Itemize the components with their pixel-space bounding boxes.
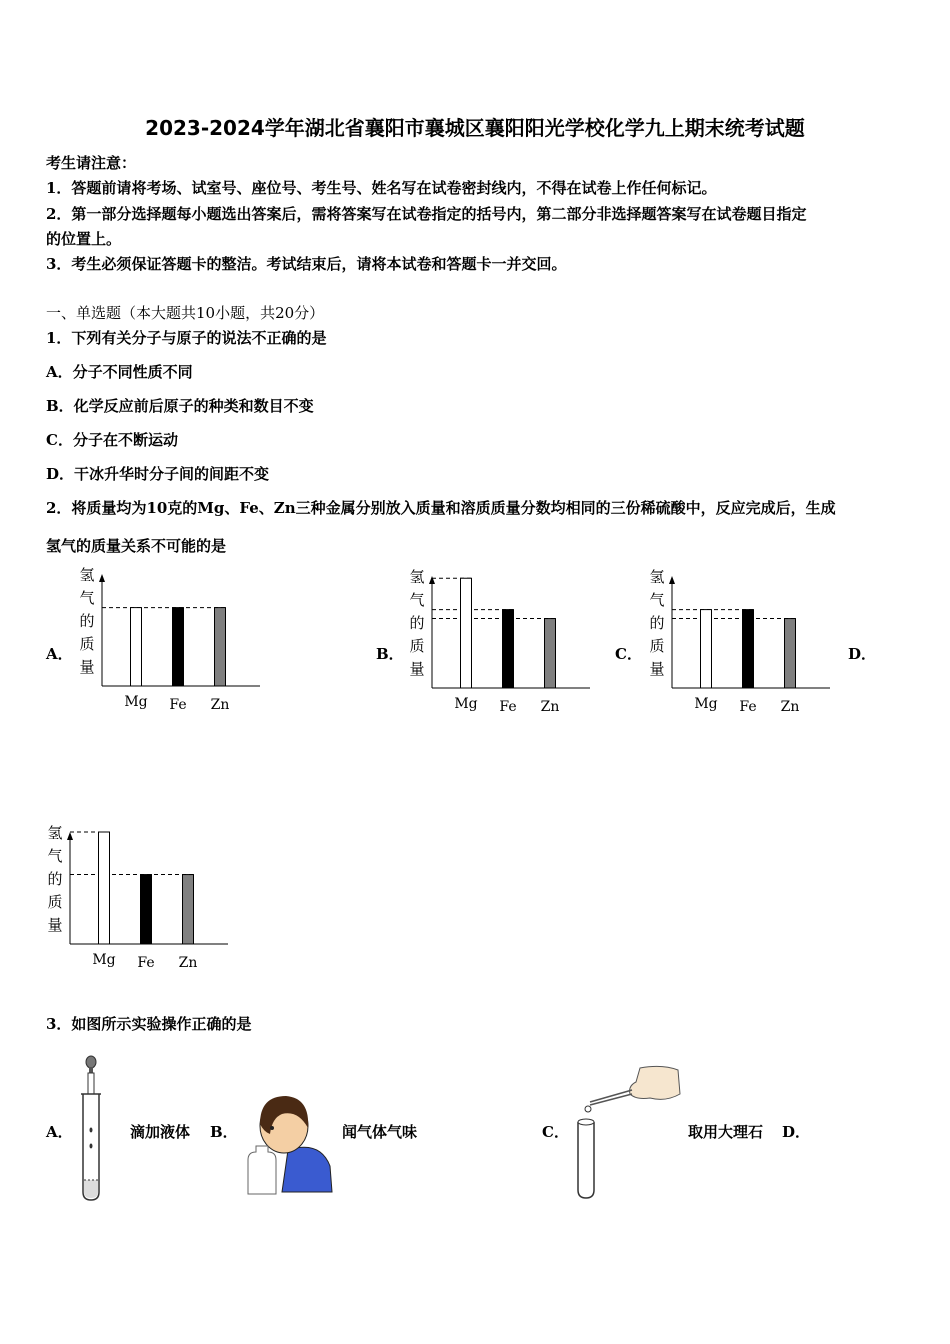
y-axis-label-char: 气 [409, 591, 425, 609]
x-tick-label: Zn [210, 697, 230, 713]
y-axis-label-char: 气 [649, 591, 665, 609]
q2-stem: 2．将质量均为10克的Mg、Fe、Zn三种金属分别放入质量和溶质质量分数均相同的三份稀硫酸中，反应完成后，生成 [46, 499, 836, 517]
y-axis-label-char: 量 [649, 660, 665, 678]
y-axis-label-char: 氢 [79, 566, 95, 584]
x-tick-label: Mg [92, 952, 116, 968]
q1-option-a: A．分子不同性质不同 [46, 363, 193, 381]
bar-fe [173, 608, 184, 686]
x-tick-label: Fe [137, 955, 155, 971]
y-axis-label-char: 的 [47, 870, 63, 888]
bar-fe [141, 875, 152, 944]
q1-option-c: C．分子在不断运动 [46, 431, 178, 449]
bar-zn [785, 619, 796, 688]
bar-mg [99, 832, 110, 944]
x-tick-label: Mg [694, 696, 718, 712]
chart-d [40, 822, 235, 977]
x-tick-label: Fe [499, 699, 517, 715]
x-tick-label: Zn [178, 955, 198, 971]
y-axis-label-char: 质 [409, 637, 425, 655]
bar-mg [131, 608, 142, 686]
x-tick-label: Mg [454, 696, 478, 712]
notice-item-2-cont: 的位置上。 [46, 230, 122, 248]
y-axis-label-char: 量 [47, 916, 63, 934]
bar-zn [183, 875, 194, 944]
y-axis-label-char: 氢 [649, 568, 665, 586]
y-axis-label-char: 的 [79, 612, 95, 630]
y-axis-arrow [67, 832, 73, 840]
y-axis-label-char: 的 [409, 614, 425, 632]
q1-option-b: B．化学反应前后原子的种类和数目不变 [46, 397, 314, 415]
dropper-test-tube-figure [76, 1054, 110, 1204]
y-axis-arrow [99, 574, 105, 582]
y-axis-label-char: 气 [79, 589, 95, 607]
chart-c [642, 566, 837, 721]
bar-fe [503, 610, 514, 688]
q1-option-d: D．干冰升华时分子间的间距不变 [46, 465, 270, 483]
page-title: 2023-2024学年湖北省襄阳市襄城区襄阳阳光学校化学九上期末统考试题 [145, 116, 805, 140]
tweezers-test-tube-figure [570, 1062, 684, 1202]
y-axis-label-char: 氢 [47, 824, 63, 842]
notice-item-3: 3．考生必须保证答题卡的整洁。考试结束后，请将本试卷和答题卡一并交回。 [46, 255, 567, 273]
q3-caption-c: 取用大理石 [688, 1123, 764, 1141]
q3-label-a: A． [46, 1123, 73, 1141]
q2-label-c: C． [615, 645, 642, 663]
y-axis-label-char: 氢 [409, 568, 425, 586]
q3-label-c: C． [542, 1123, 569, 1141]
x-tick-label: Zn [780, 699, 800, 715]
q2-label-b: B． [376, 645, 404, 663]
x-tick-label: Zn [540, 699, 560, 715]
bar-fe [743, 610, 754, 688]
x-tick-label: Fe [739, 699, 757, 715]
y-axis-label-char: 气 [47, 847, 63, 865]
y-axis-label-char: 质 [79, 635, 95, 653]
x-tick-label: Mg [124, 694, 148, 710]
y-axis-label-char: 的 [649, 614, 665, 632]
chart-a [72, 564, 267, 719]
y-axis-label-char: 质 [649, 637, 665, 655]
q3-caption-a: 滴加液体 [130, 1123, 191, 1141]
bar-zn [215, 608, 226, 686]
bar-zn [545, 619, 556, 688]
section-heading: 一、单选题（本大题共10小题，共20分） [46, 304, 325, 322]
q3-label-d: D． [782, 1123, 811, 1141]
q2-label-d: D． [848, 645, 877, 663]
q3-stem: 3．如图所示实验操作正确的是 [46, 1015, 252, 1033]
q1-stem: 1．下列有关分子与原子的说法不正确的是 [46, 329, 327, 347]
q3-caption-b: 闻气体气味 [342, 1123, 418, 1141]
q3-label-b: B． [210, 1123, 238, 1141]
x-tick-label: Fe [169, 697, 187, 713]
notice-item-2: 2．第一部分选择题每小题选出答案后，需将答案写在试卷指定的括号内，第二部分非选择题答案写在试卷题目指定 [46, 205, 807, 223]
chart-b [402, 566, 597, 721]
notice-heading: 考生请注意： [46, 154, 137, 172]
y-axis-label-char: 量 [79, 658, 95, 676]
q2-stem-cont: 氢气的质量关系不可能的是 [46, 537, 227, 555]
y-axis-label-char: 质 [47, 893, 63, 911]
y-axis-arrow [429, 576, 435, 584]
notice-item-1: 1．答题前请将考场、试室号、座位号、考生号、姓名写在试卷密封线内，不得在试卷上作任何标记。 [46, 179, 717, 197]
y-axis-arrow [669, 576, 675, 584]
bar-mg [461, 578, 472, 688]
person-smelling-bottle-figure [242, 1088, 334, 1200]
bar-mg [701, 610, 712, 688]
q2-label-a: A． [46, 645, 73, 663]
y-axis-label-char: 量 [409, 660, 425, 678]
